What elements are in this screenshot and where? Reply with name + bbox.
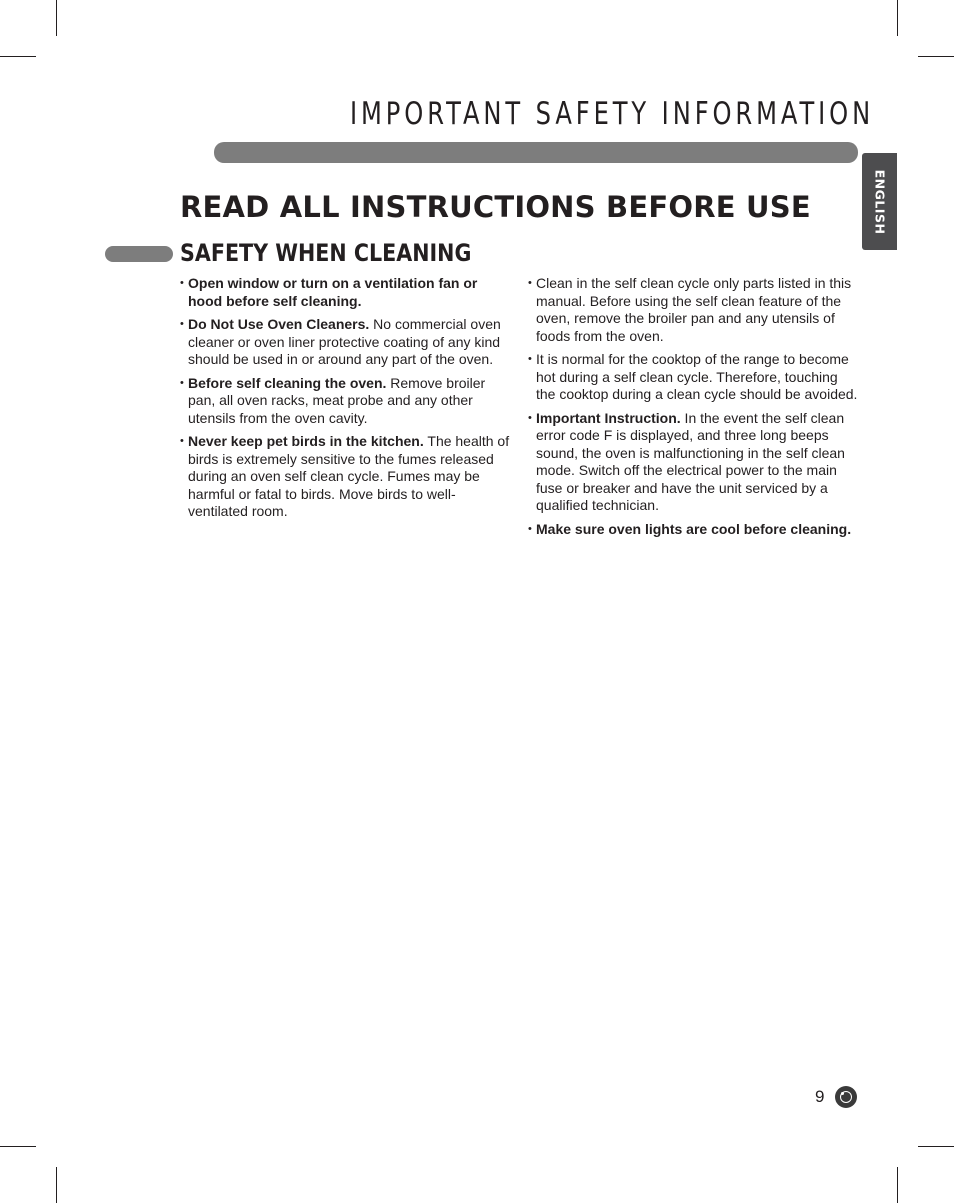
item-text: In the event the self clean error code F is displayed, and three long beeps sound, the oven is malfunctioning in the self clean mode. Switch off the electrical power to the main fuse or breaker and have the unit serviced by a qualified technician.	[536, 409, 845, 513]
right-column	[528, 275, 858, 544]
section-heading: SAFETY WHEN CLEANING	[180, 239, 472, 267]
section-marker	[105, 246, 173, 262]
item-bold: Never keep pet birds in the kitchen.	[188, 433, 424, 449]
item-bold: Important Instruction.	[536, 409, 681, 426]
crop-mark	[56, 0, 57, 36]
list-item	[528, 275, 858, 345]
crop-mark	[56, 1167, 57, 1203]
list-item	[180, 275, 510, 310]
lg-logo-icon	[835, 1086, 857, 1108]
crop-mark	[0, 56, 36, 57]
language-tab-label: ENGLISH	[872, 169, 887, 234]
list-item	[180, 433, 510, 521]
item-text: Remove broiler pan, all oven racks, meat probe and any other utensils from the oven cavity.	[188, 374, 486, 426]
list-item	[528, 351, 858, 404]
language-tab[interactable]	[862, 153, 897, 250]
logo-dot	[841, 1092, 844, 1095]
list-item	[180, 316, 510, 369]
item-bold: Make sure oven lights are cool before cleaning.	[536, 520, 852, 537]
item-bold: Open window or turn on a ventilation fan or hood before self cleaning.	[188, 275, 478, 309]
item-bold: Before self cleaning the oven.	[188, 374, 387, 391]
page-header-title: IMPORTANT SAFETY INFORMATION	[350, 96, 875, 132]
item-bold: Do Not Use Oven Cleaners.	[188, 316, 370, 332]
page-number: 9	[815, 1087, 825, 1106]
list-item	[180, 375, 510, 428]
item-text: Clean in the self clean cycle only parts listed in this manual. Before using the self clean feature of the oven, remove the broiler pan and any utensils of foods from the oven.	[536, 275, 852, 344]
item-text: It is normal for the cooktop of the range to become hot during a self clean cycle. Therefore, touching the cooktop during a clean cycle should be avoided.	[536, 351, 858, 402]
crop-mark	[897, 1167, 898, 1203]
list-item	[528, 410, 858, 515]
header-bar	[214, 142, 858, 163]
crop-mark	[897, 0, 898, 36]
list-item	[528, 521, 858, 539]
item-text: No commercial oven cleaner or oven liner protective coating of any kind should be used in or around any part of the oven.	[188, 316, 501, 367]
left-column	[180, 275, 510, 527]
item-text: The health of birds is extremely sensitive to the fumes released during an oven self clean cycle. Fumes may be harmful or fatal to birds. Move birds to well-ventilated room.	[188, 433, 510, 519]
crop-mark	[0, 1146, 36, 1147]
main-heading: READ ALL INSTRUCTIONS BEFORE USE	[180, 190, 811, 224]
crop-mark	[918, 1146, 954, 1147]
crop-mark	[918, 56, 954, 57]
